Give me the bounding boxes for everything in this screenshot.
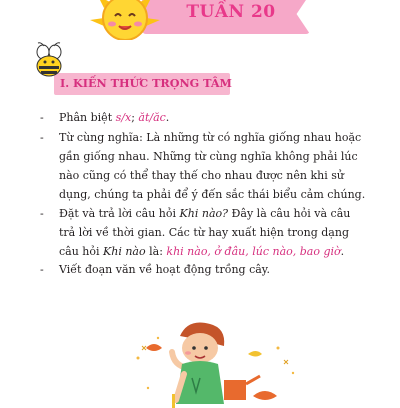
- text-run: là:: [145, 245, 167, 258]
- italic-text: Khi nào: [103, 245, 146, 258]
- list-item-text: [59, 204, 370, 261]
- list-item: [40, 260, 370, 279]
- section-heading: I. KIẾN THỨC TRỌNG TÂM: [60, 76, 232, 90]
- italic-text: Khi nào?: [179, 207, 229, 220]
- list-item-text: Viết đoạn văn về hoạt động trồng cây.: [59, 263, 271, 276]
- text-run: .: [165, 111, 170, 124]
- list-item-text: [59, 108, 370, 127]
- text-run: .: [340, 245, 345, 258]
- text-run: Đây là câu hỏi và câu trả lời về thời gian. Các từ hay xuất hiện trong dạng câu hỏi: [59, 207, 351, 258]
- bullet-dash: -: [40, 111, 44, 124]
- bullet-dash: -: [40, 263, 44, 276]
- bullet-dash: -: [40, 207, 44, 220]
- bullet-dash: -: [40, 131, 44, 144]
- sun-icon: [88, 0, 162, 40]
- bee-icon: [32, 42, 66, 78]
- highlight-text: s/x: [115, 111, 132, 124]
- week-title: TUẦN 20: [186, 2, 276, 22]
- list-item: [40, 128, 370, 204]
- text-run: Đặt và trả lời câu hỏi: [59, 207, 180, 220]
- list-item-text: Từ cùng nghĩa: Là những từ có nghĩa giống nhau hoặc gần giống nhau. Những từ cùng nghĩa không phải lúc nào cũng có thể thay thế cho nhau được nên khi sử dụng, chúng ta phải để ý đến sắc thái biểu cảm chúng.: [59, 131, 366, 201]
- text-run: ;: [131, 111, 139, 124]
- list-item: [40, 204, 370, 261]
- highlight-text: ăt/ăc: [138, 111, 166, 124]
- highlight-text: khi nào, ở đâu, lúc nào, bao giờ: [166, 245, 341, 258]
- list-item: [40, 108, 370, 127]
- text-run: Phân biệt: [59, 111, 116, 124]
- boy-planting-illustration: [128, 318, 308, 408]
